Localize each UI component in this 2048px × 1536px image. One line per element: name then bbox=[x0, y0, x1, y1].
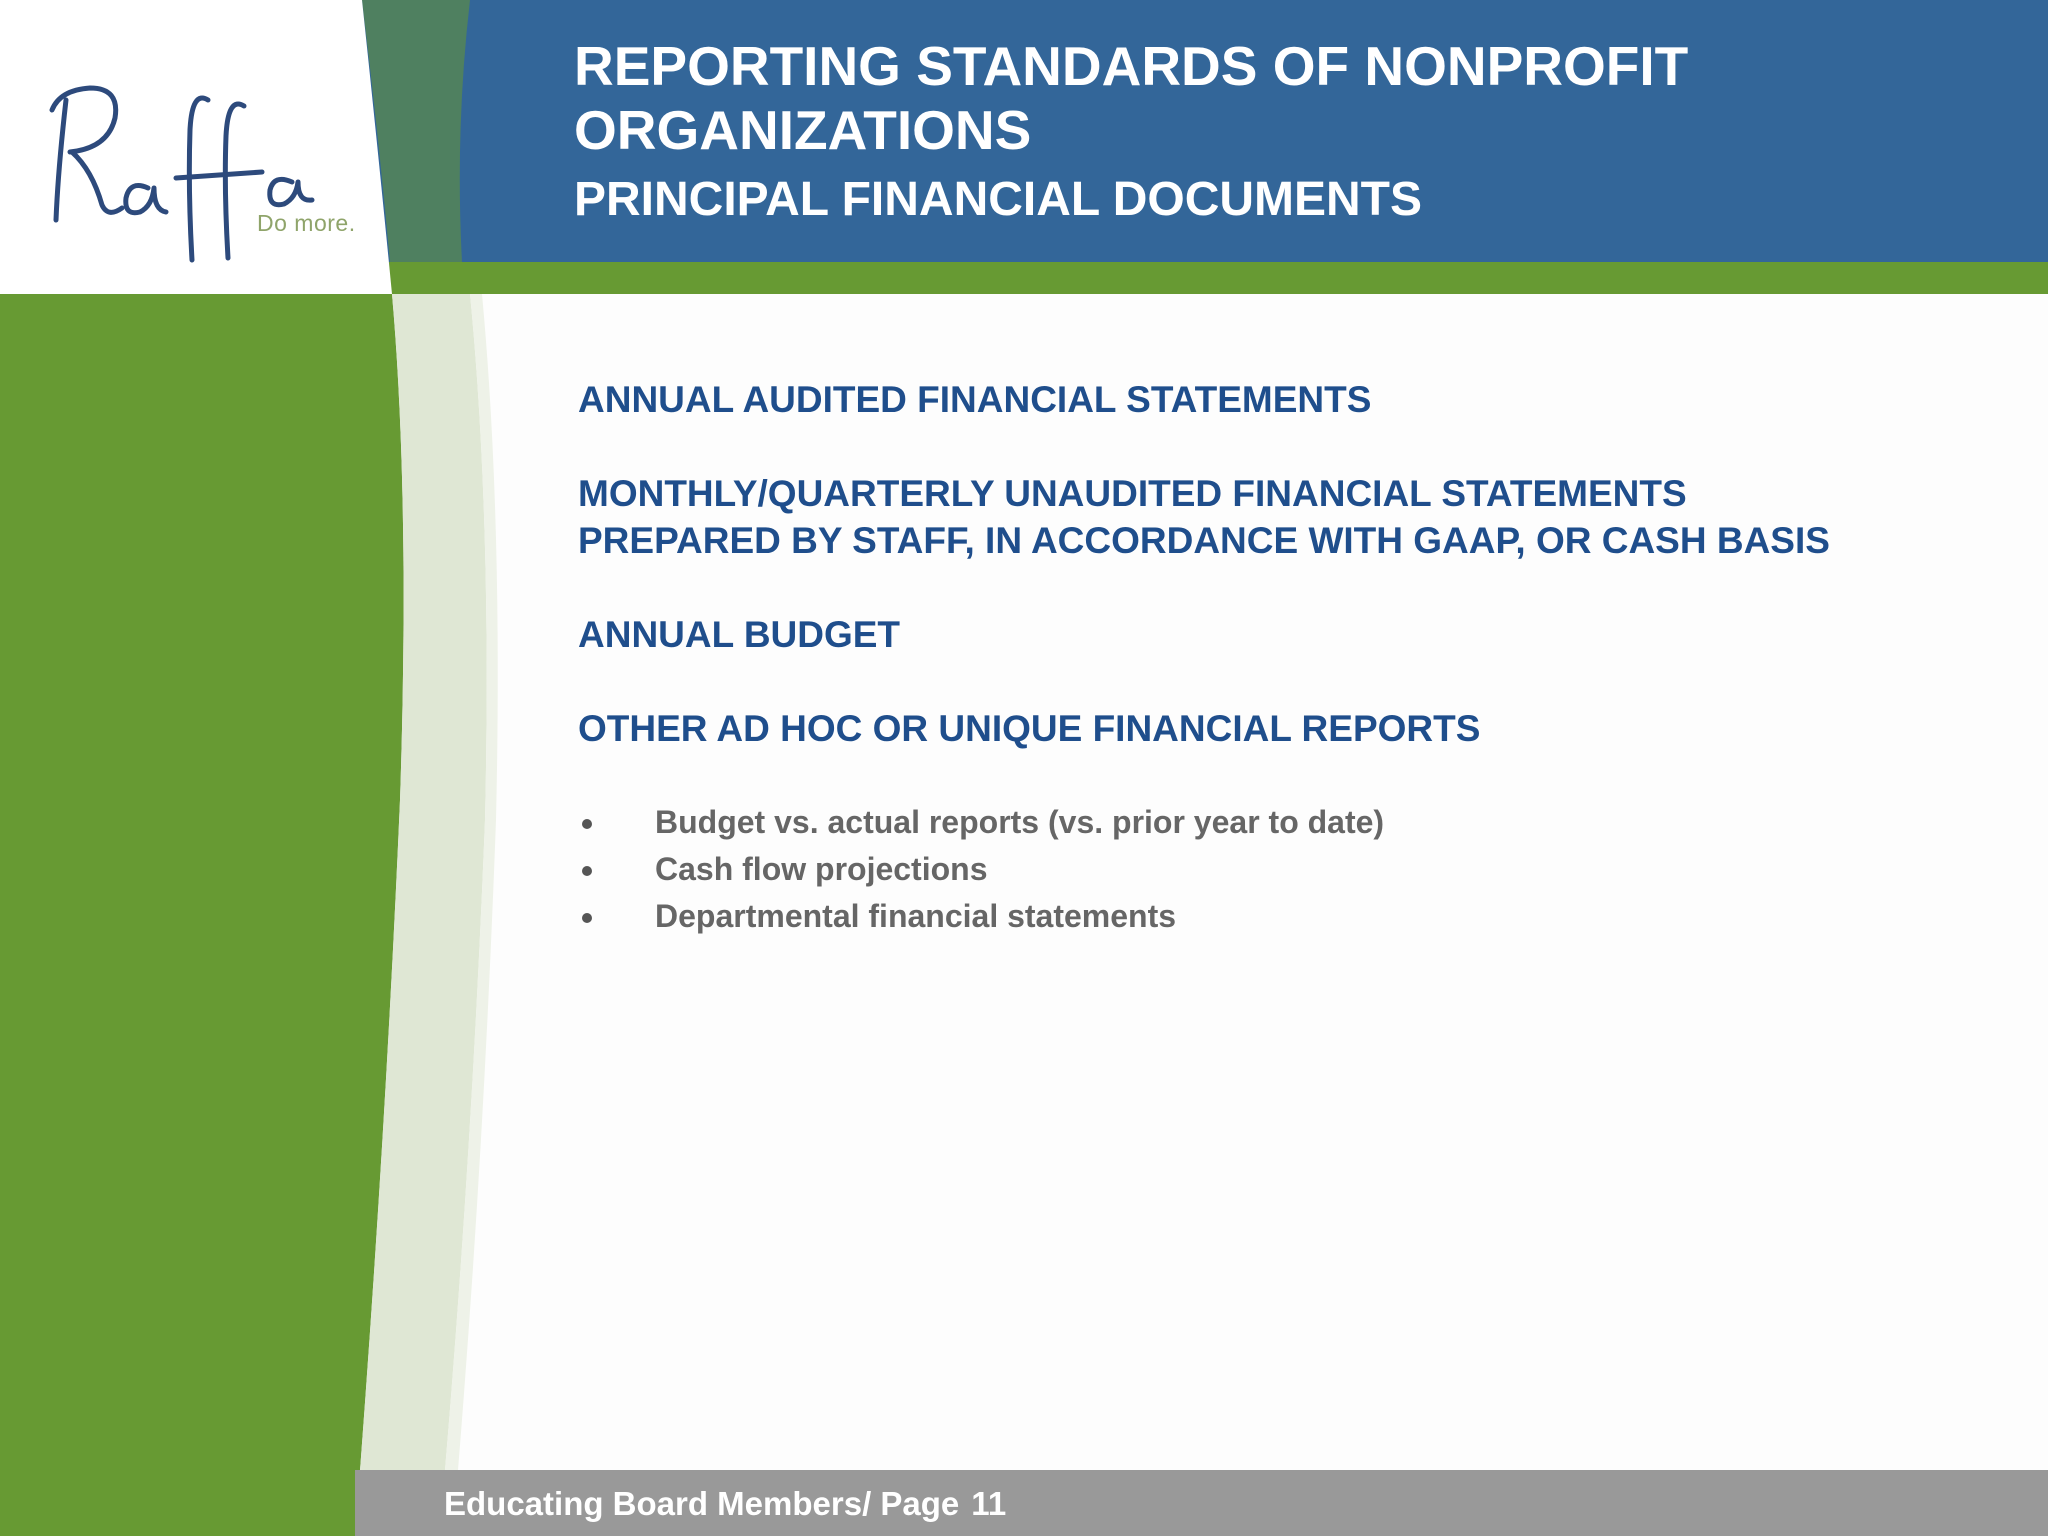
bullet-icon bbox=[582, 819, 592, 829]
bullet-icon bbox=[582, 866, 592, 876]
heading-other-reports: OTHER AD HOC OR UNIQUE FINANCIAL REPORTS bbox=[578, 708, 1481, 749]
logo-tagline: Do more. bbox=[257, 210, 356, 236]
list-item-text: Cash flow projections bbox=[655, 851, 988, 887]
bullet-icon bbox=[582, 913, 592, 923]
list-item bbox=[578, 893, 1998, 940]
page-number: 11 bbox=[971, 1485, 1007, 1522]
left-green-panel bbox=[0, 294, 404, 1536]
raffa-logo bbox=[30, 70, 360, 270]
heading-prepared-by-staff: PREPARED BY STAFF, IN ACCORDANCE WITH GAAP, OR CASH BASIS bbox=[578, 520, 1830, 561]
heading-annual-budget: ANNUAL BUDGET bbox=[578, 614, 901, 655]
footer-label: Educating Board Members/ Page bbox=[444, 1485, 960, 1522]
list-item-text: Departmental financial statements bbox=[655, 898, 1177, 934]
content-area bbox=[578, 376, 1998, 940]
heading-monthly-quarterly: MONTHLY/QUARTERLY UNAUDITED FINANCIAL STATEMENTS bbox=[578, 473, 1687, 514]
list-item-text: Budget vs. actual reports (vs. prior year to date) bbox=[655, 804, 1385, 840]
slide-subtitle: PRINCIPAL FINANCIAL DOCUMENTS bbox=[574, 173, 1423, 226]
list-item bbox=[578, 799, 1998, 846]
footer bbox=[444, 1482, 1006, 1526]
report-bullet-list bbox=[578, 799, 1998, 940]
list-item bbox=[578, 846, 1998, 893]
slide-title: REPORTING STANDARDS OF NONPROFIT ORGANIZATIONS bbox=[574, 35, 1689, 161]
raffa-logo-signature bbox=[30, 70, 360, 270]
heading-annual-audited: ANNUAL AUDITED FINANCIAL STATEMENTS bbox=[578, 379, 1372, 420]
